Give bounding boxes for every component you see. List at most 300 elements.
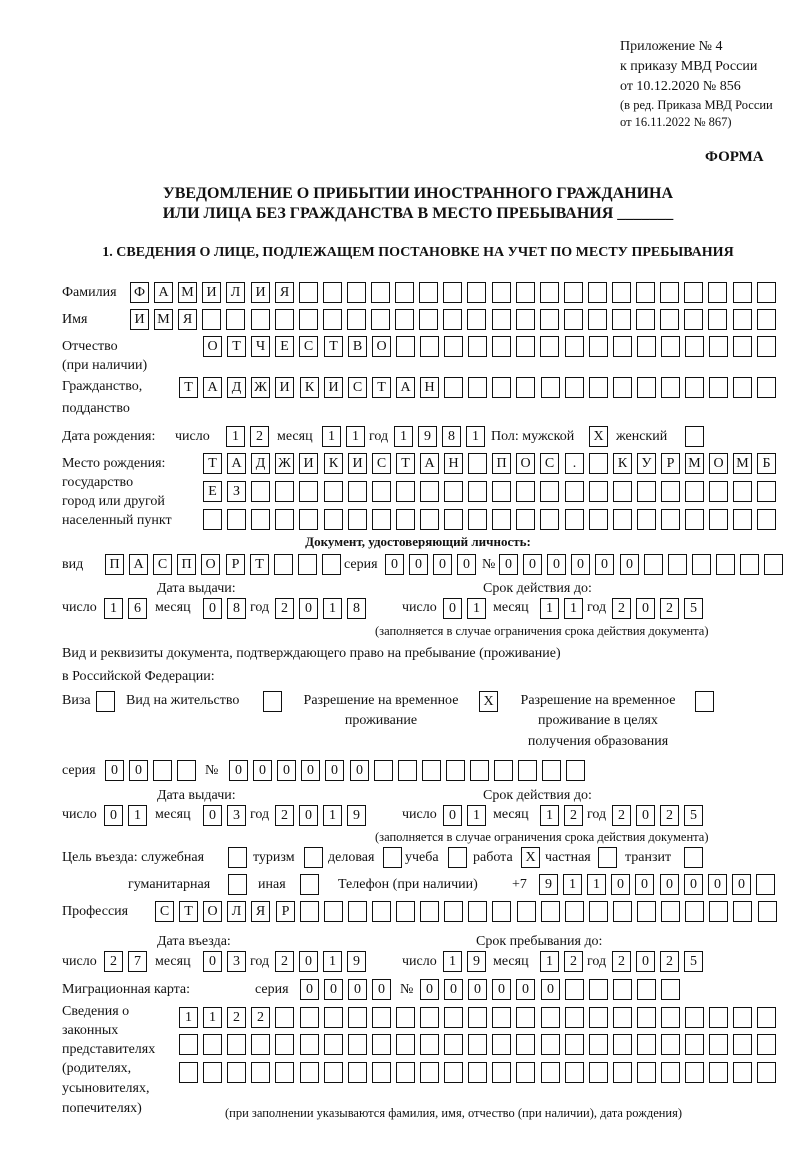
representative-box[interactable] xyxy=(685,1062,704,1083)
profession-box[interactable] xyxy=(541,901,560,922)
birth-place-box[interactable] xyxy=(372,509,391,530)
representative-box[interactable]: 2 xyxy=(227,1007,246,1028)
birth-place-box[interactable]: О xyxy=(709,453,728,474)
surname-box[interactable] xyxy=(299,282,318,303)
birth-place-box[interactable] xyxy=(733,481,752,502)
surname-box[interactable] xyxy=(733,282,752,303)
representative-box[interactable] xyxy=(492,1062,511,1083)
representative-box[interactable] xyxy=(565,1034,584,1055)
name-box[interactable] xyxy=(395,309,414,330)
month-box[interactable]: 0 xyxy=(203,951,222,972)
citizenship-box[interactable]: С xyxy=(348,377,367,398)
patronymic-box[interactable] xyxy=(516,336,535,357)
patronymic-box[interactable] xyxy=(565,336,584,357)
surname-box[interactable] xyxy=(757,282,776,303)
representative-box[interactable] xyxy=(709,1062,728,1083)
name-box[interactable] xyxy=(588,309,607,330)
year-box[interactable]: 0 xyxy=(299,951,318,972)
surname-box[interactable]: И xyxy=(251,282,270,303)
month-box[interactable]: 2 xyxy=(564,951,583,972)
patronymic-box[interactable] xyxy=(444,336,463,357)
patronymic-box[interactable] xyxy=(613,336,632,357)
patronymic-box[interactable]: С xyxy=(299,336,318,357)
birth-place-box[interactable]: А xyxy=(420,453,439,474)
surname-box[interactable] xyxy=(684,282,703,303)
representative-box[interactable] xyxy=(757,1007,776,1028)
birth-place-box[interactable] xyxy=(324,509,343,530)
year-box[interactable]: 1 xyxy=(323,805,342,826)
year-box[interactable]: 2 xyxy=(612,951,631,972)
birth-place-box[interactable] xyxy=(203,509,222,530)
representative-box[interactable] xyxy=(685,1034,704,1055)
purpose-humanitarian-checkbox[interactable] xyxy=(228,874,247,895)
profession-box[interactable] xyxy=(758,901,777,922)
name-box[interactable] xyxy=(443,309,462,330)
year-box[interactable]: 2 xyxy=(660,805,679,826)
month-box[interactable]: 0 xyxy=(203,805,222,826)
phone-box[interactable]: 1 xyxy=(563,874,582,895)
surname-box[interactable]: Ф xyxy=(130,282,149,303)
birth-place-box[interactable] xyxy=(251,509,270,530)
doc-series-box[interactable]: 0 xyxy=(385,554,404,575)
name-box[interactable] xyxy=(275,309,294,330)
birth-year-box[interactable]: 8 xyxy=(442,426,461,447)
birth-place-box[interactable]: З xyxy=(227,481,246,502)
name-box[interactable] xyxy=(202,309,221,330)
purpose-private-checkbox[interactable] xyxy=(598,847,617,868)
citizenship-box[interactable] xyxy=(709,377,728,398)
day-box[interactable]: 0 xyxy=(104,805,123,826)
birth-place-box[interactable] xyxy=(420,509,439,530)
representative-box[interactable] xyxy=(492,1007,511,1028)
profession-box[interactable]: Л xyxy=(227,901,246,922)
year-box[interactable]: 9 xyxy=(347,951,366,972)
doc-number-box[interactable] xyxy=(668,554,687,575)
birth-place-box[interactable] xyxy=(661,509,680,530)
name-box[interactable] xyxy=(708,309,727,330)
year-box[interactable]: 0 xyxy=(636,951,655,972)
birth-place-box[interactable]: С xyxy=(372,453,391,474)
representative-box[interactable] xyxy=(757,1034,776,1055)
birth-place-box[interactable] xyxy=(757,509,776,530)
stay-number-box[interactable] xyxy=(566,760,585,781)
representative-box[interactable] xyxy=(589,1007,608,1028)
day-box[interactable]: 1 xyxy=(128,805,147,826)
birth-place-box[interactable] xyxy=(299,481,318,502)
year-box[interactable]: 0 xyxy=(636,598,655,619)
month-box[interactable]: 8 xyxy=(227,598,246,619)
month-box[interactable]: 1 xyxy=(540,598,559,619)
representative-box[interactable] xyxy=(300,1062,319,1083)
phone-box[interactable]: 0 xyxy=(660,874,679,895)
representative-box[interactable] xyxy=(637,1062,656,1083)
migration-number-box[interactable] xyxy=(637,979,656,1000)
doc-number-box[interactable]: 0 xyxy=(620,554,639,575)
representative-box[interactable] xyxy=(685,1007,704,1028)
birth-place-box[interactable] xyxy=(396,509,415,530)
name-box[interactable] xyxy=(733,309,752,330)
purpose-other-checkbox[interactable] xyxy=(300,874,319,895)
citizenship-box[interactable] xyxy=(541,377,560,398)
representative-box[interactable] xyxy=(661,1062,680,1083)
representative-box[interactable] xyxy=(733,1062,752,1083)
stay-number-box[interactable]: 0 xyxy=(277,760,296,781)
name-box[interactable] xyxy=(226,309,245,330)
representative-box[interactable] xyxy=(444,1034,463,1055)
migration-number-box[interactable]: 0 xyxy=(444,979,463,1000)
profession-box[interactable] xyxy=(685,901,704,922)
doc-series-box[interactable]: 0 xyxy=(409,554,428,575)
birth-day-box[interactable]: 1 xyxy=(226,426,245,447)
representative-box[interactable] xyxy=(396,1007,415,1028)
patronymic-box[interactable] xyxy=(709,336,728,357)
doc-number-box[interactable]: 0 xyxy=(595,554,614,575)
surname-box[interactable]: И xyxy=(202,282,221,303)
birth-place-box[interactable]: Е xyxy=(203,481,222,502)
name-box[interactable] xyxy=(612,309,631,330)
profession-box[interactable] xyxy=(637,901,656,922)
profession-box[interactable]: О xyxy=(203,901,222,922)
surname-box[interactable] xyxy=(492,282,511,303)
migration-number-box[interactable]: 0 xyxy=(541,979,560,1000)
year-box[interactable]: 8 xyxy=(347,598,366,619)
surname-box[interactable] xyxy=(564,282,583,303)
name-box[interactable] xyxy=(684,309,703,330)
citizenship-box[interactable]: Т xyxy=(372,377,391,398)
birth-place-box[interactable] xyxy=(637,509,656,530)
day-box[interactable]: 7 xyxy=(128,951,147,972)
representative-box[interactable] xyxy=(757,1062,776,1083)
profession-box[interactable]: Р xyxy=(276,901,295,922)
representative-box[interactable] xyxy=(516,1034,535,1055)
profession-box[interactable]: С xyxy=(155,901,174,922)
surname-box[interactable] xyxy=(516,282,535,303)
representative-box[interactable] xyxy=(420,1034,439,1055)
stay-series-box[interactable] xyxy=(177,760,196,781)
birth-place-box[interactable]: Р xyxy=(661,453,680,474)
patronymic-box[interactable]: О xyxy=(203,336,222,357)
doc-kind-box[interactable] xyxy=(298,554,317,575)
representative-box[interactable] xyxy=(227,1034,246,1055)
migration-number-box[interactable]: 0 xyxy=(468,979,487,1000)
purpose-transit-checkbox[interactable] xyxy=(684,847,703,868)
purpose-study-checkbox[interactable] xyxy=(448,847,467,868)
phone-box[interactable]: 9 xyxy=(539,874,558,895)
day-box[interactable]: 0 xyxy=(443,598,462,619)
name-box[interactable] xyxy=(564,309,583,330)
birth-place-box[interactable] xyxy=(589,509,608,530)
birth-place-box[interactable]: У xyxy=(637,453,656,474)
stay-series-box[interactable]: 0 xyxy=(129,760,148,781)
representative-box[interactable] xyxy=(492,1034,511,1055)
representative-box[interactable] xyxy=(275,1034,294,1055)
day-box[interactable]: 0 xyxy=(443,805,462,826)
patronymic-box[interactable] xyxy=(757,336,776,357)
doc-kind-box[interactable]: С xyxy=(153,554,172,575)
surname-box[interactable] xyxy=(443,282,462,303)
birth-place-box[interactable]: Т xyxy=(203,453,222,474)
citizenship-box[interactable] xyxy=(492,377,511,398)
citizenship-box[interactable]: И xyxy=(275,377,294,398)
birth-place-box[interactable] xyxy=(372,481,391,502)
surname-box[interactable] xyxy=(419,282,438,303)
birth-place-box[interactable] xyxy=(275,509,294,530)
citizenship-box[interactable] xyxy=(444,377,463,398)
citizenship-box[interactable]: Т xyxy=(179,377,198,398)
citizenship-box[interactable]: Ж xyxy=(251,377,270,398)
representative-box[interactable] xyxy=(661,1007,680,1028)
representative-box[interactable] xyxy=(733,1034,752,1055)
citizenship-box[interactable] xyxy=(589,377,608,398)
patronymic-box[interactable]: Т xyxy=(227,336,246,357)
citizenship-box[interactable] xyxy=(565,377,584,398)
stay-number-box[interactable] xyxy=(398,760,417,781)
citizenship-box[interactable]: А xyxy=(396,377,415,398)
representative-box[interactable] xyxy=(227,1062,246,1083)
stay-number-box[interactable] xyxy=(542,760,561,781)
representative-box[interactable] xyxy=(372,1062,391,1083)
representative-box[interactable] xyxy=(324,1062,343,1083)
month-box[interactable]: 1 xyxy=(540,805,559,826)
representative-box[interactable] xyxy=(541,1062,560,1083)
birth-place-box[interactable] xyxy=(468,481,487,502)
name-box[interactable]: Я xyxy=(178,309,197,330)
birth-place-box[interactable] xyxy=(299,509,318,530)
name-box[interactable] xyxy=(540,309,559,330)
representative-box[interactable] xyxy=(637,1007,656,1028)
representative-box[interactable] xyxy=(203,1034,222,1055)
birth-place-box[interactable] xyxy=(685,481,704,502)
citizenship-box[interactable] xyxy=(613,377,632,398)
name-box[interactable] xyxy=(757,309,776,330)
representative-box[interactable] xyxy=(251,1062,270,1083)
birth-place-box[interactable]: П xyxy=(492,453,511,474)
year-box[interactable]: 1 xyxy=(323,598,342,619)
representative-box[interactable]: 1 xyxy=(179,1007,198,1028)
representative-box[interactable] xyxy=(589,1062,608,1083)
purpose-business-checkbox[interactable] xyxy=(383,847,402,868)
patronymic-box[interactable] xyxy=(540,336,559,357)
name-box[interactable] xyxy=(347,309,366,330)
patronymic-box[interactable] xyxy=(492,336,511,357)
birth-year-box[interactable]: 1 xyxy=(394,426,413,447)
doc-number-box[interactable] xyxy=(692,554,711,575)
patronymic-box[interactable] xyxy=(685,336,704,357)
residence-permit-checkbox[interactable] xyxy=(263,691,282,712)
day-box[interactable]: 1 xyxy=(104,598,123,619)
surname-box[interactable] xyxy=(612,282,631,303)
birth-place-box[interactable] xyxy=(444,481,463,502)
birth-place-box[interactable]: Ж xyxy=(275,453,294,474)
name-box[interactable]: М xyxy=(154,309,173,330)
doc-number-box[interactable]: 0 xyxy=(523,554,542,575)
citizenship-box[interactable]: Н xyxy=(420,377,439,398)
migration-number-box[interactable] xyxy=(613,979,632,1000)
year-box[interactable]: 5 xyxy=(684,805,703,826)
citizenship-box[interactable]: Д xyxy=(227,377,246,398)
birth-place-box[interactable] xyxy=(420,481,439,502)
birth-place-box[interactable]: А xyxy=(227,453,246,474)
temp-permit-checkbox[interactable]: X xyxy=(479,691,498,712)
representative-box[interactable] xyxy=(613,1034,632,1055)
birth-day-box[interactable]: 2 xyxy=(250,426,269,447)
phone-box[interactable]: 0 xyxy=(684,874,703,895)
representative-box[interactable] xyxy=(372,1034,391,1055)
birth-place-box[interactable] xyxy=(733,509,752,530)
patronymic-box[interactable]: В xyxy=(348,336,367,357)
representative-box[interactable] xyxy=(300,1034,319,1055)
profession-box[interactable] xyxy=(733,901,752,922)
profession-box[interactable] xyxy=(565,901,584,922)
birth-year-box[interactable]: 9 xyxy=(418,426,437,447)
migration-number-box[interactable] xyxy=(565,979,584,1000)
migration-number-box[interactable]: 0 xyxy=(492,979,511,1000)
year-box[interactable]: 0 xyxy=(299,598,318,619)
representative-box[interactable] xyxy=(589,1034,608,1055)
doc-kind-box[interactable]: Р xyxy=(226,554,245,575)
doc-number-box[interactable]: 0 xyxy=(547,554,566,575)
stay-number-box[interactable] xyxy=(470,760,489,781)
citizenship-box[interactable]: К xyxy=(300,377,319,398)
name-box[interactable] xyxy=(299,309,318,330)
month-box[interactable]: 3 xyxy=(227,951,246,972)
representative-box[interactable] xyxy=(372,1007,391,1028)
representative-box[interactable] xyxy=(275,1062,294,1083)
surname-box[interactable]: Л xyxy=(226,282,245,303)
surname-box[interactable] xyxy=(540,282,559,303)
profession-box[interactable] xyxy=(589,901,608,922)
name-box[interactable] xyxy=(371,309,390,330)
surname-box[interactable] xyxy=(395,282,414,303)
phone-box[interactable]: 0 xyxy=(732,874,751,895)
surname-box[interactable] xyxy=(323,282,342,303)
birth-year-box[interactable]: 1 xyxy=(466,426,485,447)
migration-number-box[interactable] xyxy=(661,979,680,1000)
birth-place-box[interactable]: И xyxy=(348,453,367,474)
year-box[interactable]: 2 xyxy=(275,598,294,619)
year-box[interactable]: 2 xyxy=(275,951,294,972)
birth-place-box[interactable] xyxy=(565,509,584,530)
day-box[interactable]: 1 xyxy=(467,805,486,826)
birth-month-box[interactable]: 1 xyxy=(346,426,365,447)
day-box[interactable]: 9 xyxy=(467,951,486,972)
migration-series-box[interactable]: 0 xyxy=(372,979,391,1000)
stay-number-box[interactable] xyxy=(422,760,441,781)
doc-kind-box[interactable]: А xyxy=(129,554,148,575)
stay-series-box[interactable]: 0 xyxy=(105,760,124,781)
doc-kind-box[interactable]: Т xyxy=(250,554,269,575)
surname-box[interactable] xyxy=(467,282,486,303)
doc-number-box[interactable]: 0 xyxy=(571,554,590,575)
representative-box[interactable] xyxy=(444,1007,463,1028)
citizenship-box[interactable]: И xyxy=(324,377,343,398)
profession-box[interactable] xyxy=(492,901,511,922)
surname-box[interactable]: Я xyxy=(275,282,294,303)
birth-place-box[interactable]: О xyxy=(516,453,535,474)
birth-place-box[interactable] xyxy=(492,509,511,530)
birth-place-box[interactable] xyxy=(516,481,535,502)
year-box[interactable]: 0 xyxy=(299,805,318,826)
profession-box[interactable] xyxy=(420,901,439,922)
surname-box[interactable] xyxy=(636,282,655,303)
representative-box[interactable] xyxy=(396,1062,415,1083)
birth-place-box[interactable]: Т xyxy=(396,453,415,474)
birth-place-box[interactable]: Б xyxy=(757,453,776,474)
birth-place-box[interactable] xyxy=(468,453,487,474)
citizenship-box[interactable]: А xyxy=(203,377,222,398)
purpose-work-checkbox[interactable]: X xyxy=(521,847,540,868)
representative-box[interactable] xyxy=(733,1007,752,1028)
month-box[interactable]: 0 xyxy=(203,598,222,619)
birth-place-box[interactable]: Д xyxy=(251,453,270,474)
birth-place-box[interactable] xyxy=(613,481,632,502)
name-box[interactable] xyxy=(492,309,511,330)
representative-box[interactable] xyxy=(613,1062,632,1083)
patronymic-box[interactable]: Е xyxy=(275,336,294,357)
doc-kind-box[interactable]: П xyxy=(177,554,196,575)
day-box[interactable]: 6 xyxy=(128,598,147,619)
patronymic-box[interactable] xyxy=(661,336,680,357)
profession-box[interactable] xyxy=(517,901,536,922)
representative-box[interactable] xyxy=(709,1007,728,1028)
phone-box[interactable]: 1 xyxy=(587,874,606,895)
migration-number-box[interactable]: 0 xyxy=(516,979,535,1000)
surname-box[interactable] xyxy=(371,282,390,303)
name-box[interactable] xyxy=(516,309,535,330)
profession-box[interactable] xyxy=(613,901,632,922)
representative-box[interactable] xyxy=(541,1007,560,1028)
representative-box[interactable] xyxy=(179,1062,198,1083)
citizenship-box[interactable] xyxy=(468,377,487,398)
name-box[interactable] xyxy=(251,309,270,330)
representative-box[interactable] xyxy=(444,1062,463,1083)
name-box[interactable] xyxy=(636,309,655,330)
birth-place-box[interactable] xyxy=(709,481,728,502)
birth-place-box[interactable] xyxy=(589,481,608,502)
migration-series-box[interactable]: 0 xyxy=(300,979,319,1000)
patronymic-box[interactable]: О xyxy=(372,336,391,357)
representative-box[interactable] xyxy=(709,1034,728,1055)
patronymic-box[interactable]: Ч xyxy=(251,336,270,357)
citizenship-box[interactable] xyxy=(661,377,680,398)
birth-place-box[interactable]: . xyxy=(565,453,584,474)
year-box[interactable]: 2 xyxy=(612,805,631,826)
patronymic-box[interactable] xyxy=(637,336,656,357)
representative-box[interactable] xyxy=(516,1007,535,1028)
representative-box[interactable] xyxy=(348,1062,367,1083)
birth-place-box[interactable] xyxy=(275,481,294,502)
profession-box[interactable] xyxy=(300,901,319,922)
month-box[interactable]: 1 xyxy=(564,598,583,619)
year-box[interactable]: 1 xyxy=(323,951,342,972)
citizenship-box[interactable] xyxy=(637,377,656,398)
birth-place-box[interactable] xyxy=(661,481,680,502)
birth-place-box[interactable] xyxy=(348,509,367,530)
citizenship-box[interactable] xyxy=(733,377,752,398)
phone-box[interactable]: 0 xyxy=(708,874,727,895)
representative-box[interactable]: 2 xyxy=(251,1007,270,1028)
profession-box[interactable] xyxy=(372,901,391,922)
migration-series-box[interactable]: 0 xyxy=(348,979,367,1000)
stay-number-box[interactable]: 0 xyxy=(325,760,344,781)
birth-place-box[interactable] xyxy=(516,509,535,530)
migration-number-box[interactable] xyxy=(589,979,608,1000)
stay-number-box[interactable]: 0 xyxy=(301,760,320,781)
month-box[interactable]: 3 xyxy=(227,805,246,826)
patronymic-box[interactable] xyxy=(420,336,439,357)
birth-month-box[interactable]: 1 xyxy=(322,426,341,447)
stay-number-box[interactable] xyxy=(518,760,537,781)
